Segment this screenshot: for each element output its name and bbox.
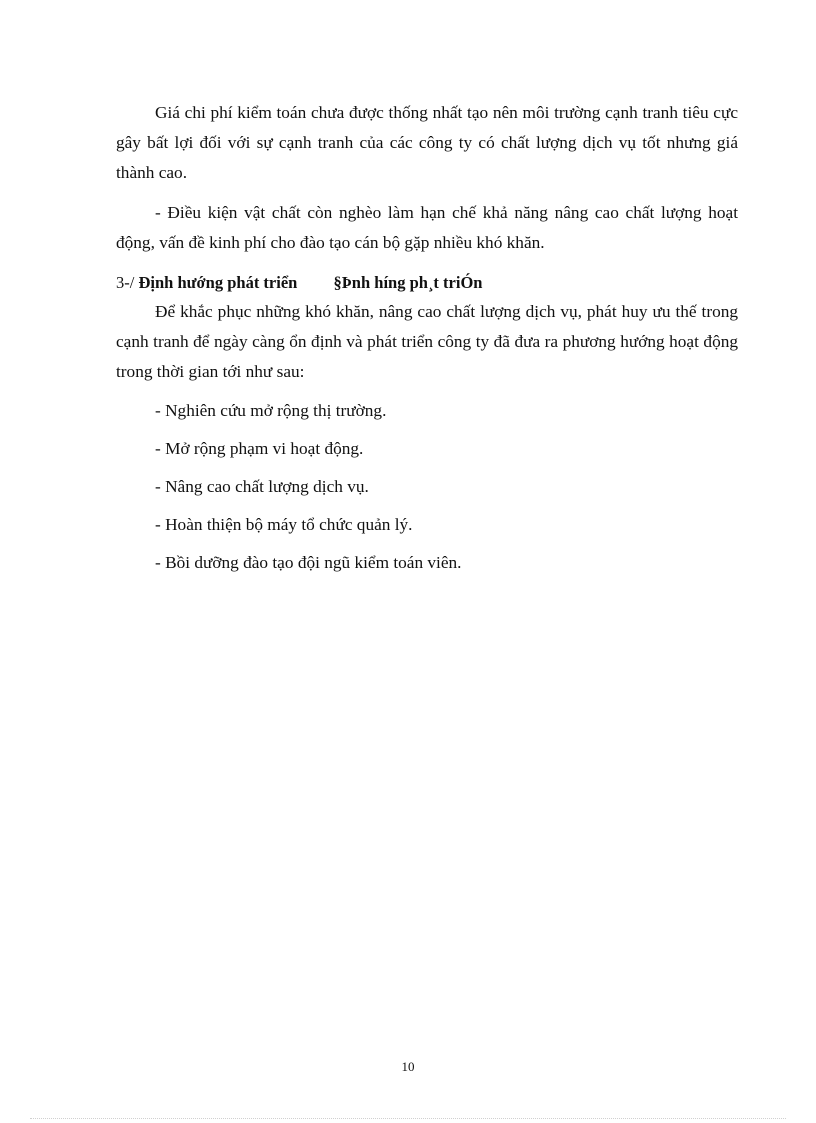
section-title: Định hướng phát triển <box>138 273 298 292</box>
direction-list <box>155 396 461 586</box>
paragraph-cost-text: Giá chi phí kiểm toán chưa được thống nhất tạo nên môi trường cạnh tranh tiêu cực gây bất lợi đối với sự cạnh tranh của các công ty có chất lượng dịch vụ tốt nhưng giá thành cao. <box>116 103 738 182</box>
paragraph-cost <box>116 98 738 188</box>
paragraph-direction-text: Để khắc phục những khó khăn, nâng cao chất lượng dịch vụ, phát huy ưu thế trong cạnh tranh để ngày càng ổn định và phát triển công ty đã đưa ra phương hướng hoạt động trong thời gian tới như sau: <box>116 302 738 381</box>
list-item: - Nghiên cứu mở rộng thị trường. <box>155 401 387 420</box>
list-item: - Bồi dưỡng đào tạo đội ngũ kiểm toán viên. <box>155 553 462 572</box>
footer-divider <box>30 1118 786 1119</box>
list-item: - Nâng cao chất lượng dịch vụ. <box>155 477 369 496</box>
page-number: 10 <box>401 1059 415 1074</box>
list-item: - Hoàn thiện bộ máy tổ chức quản lý. <box>155 515 413 534</box>
section-title-garbled: §Þnh híng ph¸t triÓn <box>333 273 483 292</box>
section-heading <box>116 269 482 297</box>
section-number: 3-/ <box>116 273 135 292</box>
paragraph-direction <box>116 297 738 387</box>
list-item: - Mở rộng phạm vi hoạt động. <box>155 439 364 458</box>
paragraph-facilities <box>116 198 738 258</box>
paragraph-facilities-text: - Điều kiện vật chất còn nghèo làm hạn chế khả năng nâng cao chất lượng hoạt động, vấn đề kinh phí cho đào tạo cán bộ gặp nhiều khó khăn. <box>116 203 738 252</box>
